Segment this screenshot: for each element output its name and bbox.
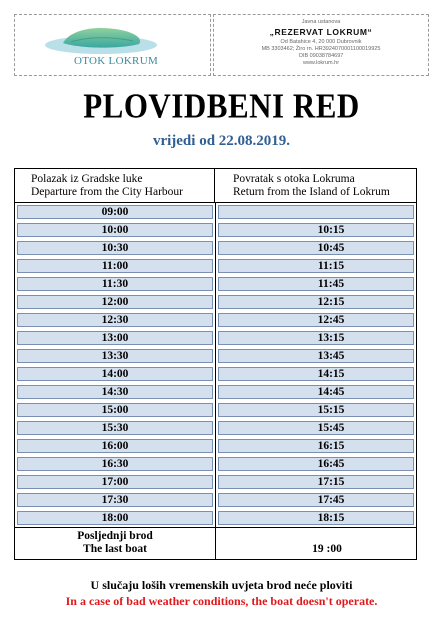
page-title: PLOVIDBENI RED: [83, 86, 360, 126]
departure-time-cell: [15, 437, 216, 455]
island-logo-icon: [41, 21, 191, 57]
logo-box: [14, 14, 211, 76]
departure-time-cell: [15, 257, 216, 275]
departure-time: 14:00: [101, 368, 129, 380]
table-row: [15, 419, 416, 437]
table-row: [15, 491, 416, 509]
departure-time-cell: [15, 329, 216, 347]
return-time: 17:15: [317, 476, 345, 488]
departure-time: 17:30: [101, 494, 129, 506]
departure-time: 12:00: [101, 296, 129, 308]
timetable-header-row: [15, 169, 416, 203]
return-time-cell: [216, 383, 416, 401]
last-boat-time-cell: [216, 528, 416, 559]
last-boat-label-hr: Posljednji brod: [77, 530, 153, 542]
return-time: 16:45: [317, 458, 345, 470]
departure-time-cell: [15, 509, 216, 527]
return-time: 13:15: [317, 332, 345, 344]
institution-name: „REZERVAT LOKRUM“: [269, 27, 373, 37]
departure-time: 13:00: [101, 332, 129, 344]
departure-header-hr: Polazak iz Gradske luke: [31, 173, 143, 185]
weather-note-en: In a case of bad weather conditions, the boat doesn't operate.: [65, 594, 378, 608]
return-time-cell: [216, 293, 416, 311]
departure-header: [15, 169, 215, 202]
institution-ids: MB 3303462; Žiro rn. HR3924070001100019925: [261, 46, 381, 52]
table-row: [15, 221, 416, 239]
return-time: 17:45: [317, 494, 345, 506]
return-time-cell: [216, 221, 416, 239]
departure-time-cell: [15, 455, 216, 473]
departure-time: 15:30: [101, 422, 129, 434]
departure-time: 13:30: [101, 350, 129, 362]
return-header-en: Return from the Island of Lokrum: [233, 186, 390, 198]
return-time-cell: [216, 329, 416, 347]
table-row: [15, 365, 416, 383]
institution-oib: OIB 09038784697: [298, 53, 344, 59]
last-boat-row: [15, 527, 416, 559]
return-time: 15:15: [317, 404, 345, 416]
return-time: 12:45: [317, 314, 345, 326]
return-time: 14:45: [317, 386, 345, 398]
table-row: [15, 347, 416, 365]
return-time: 10:45: [317, 242, 345, 254]
departure-time: 17:00: [101, 476, 129, 488]
departure-time: 10:30: [101, 242, 129, 254]
institution-address: Od Batahice 4, 20 000 Dubrovnik: [280, 39, 362, 45]
return-time-cell: [216, 401, 416, 419]
table-row: [15, 509, 416, 527]
return-time-cell: [216, 275, 416, 293]
return-header: [215, 169, 416, 202]
departure-time: 18:00: [101, 512, 129, 524]
return-time: 12:15: [317, 296, 345, 308]
timetable: [14, 168, 417, 560]
last-boat-label: [15, 528, 216, 559]
table-row: [15, 329, 416, 347]
valid-from-subtitle: vrijedi od 22.08.2019.: [152, 133, 291, 149]
return-header-hr: Povratak s otoka Lokruma: [233, 173, 355, 185]
timetable-rows: [15, 203, 416, 527]
return-time-cell: [216, 347, 416, 365]
return-time-cell: [216, 311, 416, 329]
weather-note-hr: U slučaju loših vremenskih uvjeta brod neće ploviti: [90, 578, 353, 592]
table-row: [15, 383, 416, 401]
return-time: [216, 203, 416, 221]
departure-time-cell: [15, 365, 216, 383]
institution-type: Javna ustanova: [301, 19, 341, 25]
table-row: [15, 203, 416, 221]
return-time-cell: [216, 239, 416, 257]
departure-time-cell: [15, 473, 216, 491]
return-time-cell: [216, 257, 416, 275]
return-time-cell: [216, 509, 416, 527]
departure-time-cell: [15, 401, 216, 419]
departure-time: 12:30: [101, 314, 129, 326]
departure-time: 16:00: [101, 440, 129, 452]
lokrum-logo: [41, 21, 191, 73]
return-time-cell: [216, 473, 416, 491]
departure-time: 14:30: [101, 386, 129, 398]
departure-time-cell: [15, 275, 216, 293]
return-time: 14:15: [317, 368, 345, 380]
departure-time-cell: [15, 293, 216, 311]
table-row: [15, 401, 416, 419]
table-row: [15, 473, 416, 491]
table-row: [15, 239, 416, 257]
return-time: 15:45: [317, 422, 345, 434]
departure-time: 11:30: [101, 278, 129, 290]
departure-time-cell: [15, 347, 216, 365]
table-row: [15, 455, 416, 473]
table-row: [15, 293, 416, 311]
institution-box: [213, 14, 429, 76]
departure-time-cell: [15, 221, 216, 239]
departure-time: 11:00: [101, 260, 129, 272]
last-boat-label-en: The last boat: [83, 543, 147, 555]
table-row: [15, 311, 416, 329]
return-time: 10:15: [317, 224, 345, 236]
return-time: 13:45: [317, 350, 345, 362]
departure-time: 15:00: [101, 404, 129, 416]
logo-text: OTOK LOKRUM: [73, 55, 159, 67]
departure-time: 09:00: [101, 206, 129, 218]
return-time: 16:15: [317, 440, 345, 452]
last-boat-time: 19 :00: [312, 543, 342, 555]
departure-time-cell: [15, 491, 216, 509]
institution-web: www.lokrum.hr: [302, 60, 340, 66]
departure-time-cell: [15, 419, 216, 437]
departure-time: 16:30: [101, 458, 129, 470]
return-time: 11:15: [317, 260, 345, 272]
table-row: [15, 257, 416, 275]
departure-time: 10:00: [101, 224, 129, 236]
return-time-cell: [216, 365, 416, 383]
return-time-cell: [216, 491, 416, 509]
departure-time-cell: [15, 239, 216, 257]
departure-time-cell: [15, 383, 216, 401]
return-time-cell: [216, 455, 416, 473]
departure-time-cell: [15, 311, 216, 329]
return-time: 11:45: [317, 278, 345, 290]
table-row: [15, 437, 416, 455]
table-row: [15, 275, 416, 293]
return-time: 18:15: [317, 512, 345, 524]
departure-time-cell: [15, 203, 216, 221]
return-time-cell: [216, 437, 416, 455]
departure-header-en: Departure from the City Harbour: [31, 186, 184, 198]
return-time-cell: [216, 419, 416, 437]
return-time-cell: [216, 203, 416, 221]
